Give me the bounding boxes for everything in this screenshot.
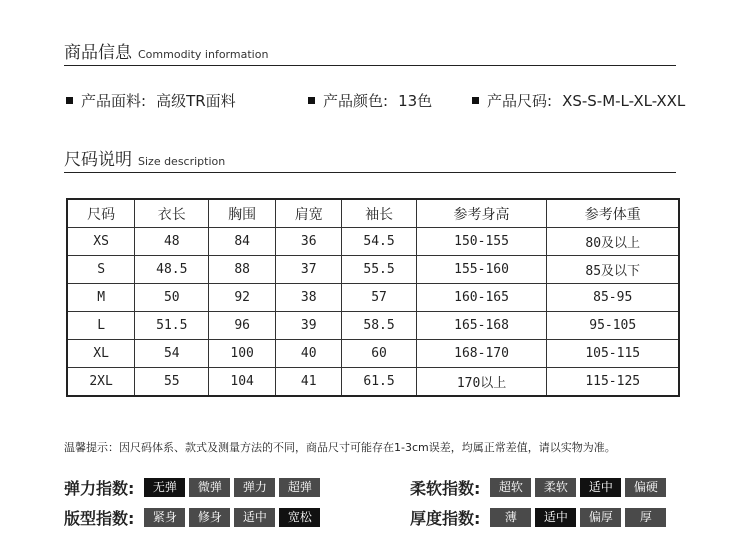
bullet-icon <box>472 97 479 104</box>
spec-label: 产品面料: <box>81 92 147 110</box>
table-cell: 160-165 <box>416 284 547 312</box>
header-weight: 参考体重 <box>547 199 679 228</box>
softness-label: 柔软指数: <box>410 479 481 498</box>
table-row <box>67 228 679 256</box>
header-height: 参考身高 <box>416 199 547 228</box>
size-title-cn: 尺码说明 <box>64 150 132 170</box>
table-cell: 50 <box>135 284 209 312</box>
spec-size <box>472 90 685 111</box>
table-cell: 54.5 <box>342 228 416 256</box>
softness-option: 适中 <box>580 478 621 497</box>
table-row <box>67 284 679 312</box>
fit-option: 修身 <box>189 508 230 527</box>
spec-value: XS-S-M-L-XL-XXL <box>562 91 686 110</box>
table-cell: 40 <box>275 340 342 368</box>
thickness-label: 厚度指数: <box>410 509 481 528</box>
table-cell: 115-125 <box>547 368 679 397</box>
table-cell: 36 <box>275 228 342 256</box>
size-table <box>66 198 680 397</box>
size-description-heading <box>64 145 225 170</box>
table-cell: S <box>67 256 135 284</box>
table-cell: 57 <box>342 284 416 312</box>
table-cell: 55.5 <box>342 256 416 284</box>
table-cell: 37 <box>275 256 342 284</box>
table-cell: 155-160 <box>416 256 547 284</box>
bullet-icon <box>308 97 315 104</box>
header-length: 衣长 <box>135 199 209 228</box>
elasticity-option: 超弹 <box>279 478 320 497</box>
elasticity-option: 无弹 <box>144 478 185 497</box>
table-cell: 58.5 <box>342 312 416 340</box>
table-cell: 100 <box>209 340 276 368</box>
table-cell: 96 <box>209 312 276 340</box>
softness-option: 偏硬 <box>625 478 666 497</box>
table-cell: 51.5 <box>135 312 209 340</box>
table-cell: 165-168 <box>416 312 547 340</box>
table-cell: 2XL <box>67 368 135 397</box>
commodity-info-heading <box>64 38 268 63</box>
table-cell: 39 <box>275 312 342 340</box>
thickness-option: 适中 <box>535 508 576 527</box>
table-cell: 150-155 <box>416 228 547 256</box>
spec-label: 产品尺码: <box>487 92 553 110</box>
table-cell: XL <box>67 340 135 368</box>
table-cell: 55 <box>135 368 209 397</box>
table-cell: 168-170 <box>416 340 547 368</box>
table-cell: 80及以上 <box>547 228 679 256</box>
table-cell: 95-105 <box>547 312 679 340</box>
table-cell: L <box>67 312 135 340</box>
table-cell: 61.5 <box>342 368 416 397</box>
commodity-title-en: Commodity information <box>138 48 269 61</box>
thickness-option: 薄 <box>490 508 531 527</box>
size-tip: 温馨提示：因尺码体系、款式及测量方法的不同，商品尺寸可能存在1-3cm误差，均属正常差值，请以实物为准。 <box>64 441 616 454</box>
table-cell: 85-95 <box>547 284 679 312</box>
softness-option: 超软 <box>490 478 531 497</box>
commodity-divider <box>64 65 676 66</box>
header-size: 尺码 <box>67 199 135 228</box>
elasticity-option: 弹力 <box>234 478 275 497</box>
table-cell: XS <box>67 228 135 256</box>
spec-fabric <box>66 90 236 111</box>
thickness-index <box>410 506 670 529</box>
header-sleeve: 袖长 <box>342 199 416 228</box>
size-title-en: Size description <box>138 155 226 168</box>
bullet-icon <box>66 97 73 104</box>
table-row <box>67 256 679 284</box>
table-cell: 85及以下 <box>547 256 679 284</box>
table-row <box>67 312 679 340</box>
product-specs <box>66 90 706 112</box>
table-cell: 54 <box>135 340 209 368</box>
fit-index <box>64 506 324 529</box>
fit-label: 版型指数: <box>64 509 135 528</box>
table-cell: 170以上 <box>416 368 547 397</box>
size-divider <box>64 172 676 173</box>
elasticity-option: 微弹 <box>189 478 230 497</box>
table-cell: M <box>67 284 135 312</box>
table-cell: 60 <box>342 340 416 368</box>
table-row <box>67 340 679 368</box>
table-cell: 48 <box>135 228 209 256</box>
table-cell: 88 <box>209 256 276 284</box>
thickness-option: 厚 <box>625 508 666 527</box>
header-chest: 胸围 <box>209 199 276 228</box>
spec-label: 产品颜色: <box>323 92 389 110</box>
table-header-row <box>67 199 679 228</box>
thickness-option: 偏厚 <box>580 508 621 527</box>
fit-option: 适中 <box>234 508 275 527</box>
softness-option: 柔软 <box>535 478 576 497</box>
fit-option: 紧身 <box>144 508 185 527</box>
table-cell: 48.5 <box>135 256 209 284</box>
elasticity-label: 弹力指数: <box>64 479 135 498</box>
spec-color <box>308 90 432 111</box>
table-cell: 104 <box>209 368 276 397</box>
table-cell: 84 <box>209 228 276 256</box>
elasticity-index <box>64 476 324 499</box>
softness-index <box>410 476 670 499</box>
spec-value: 高级TR面料 <box>156 92 236 110</box>
table-cell: 38 <box>275 284 342 312</box>
table-cell: 41 <box>275 368 342 397</box>
commodity-title-cn: 商品信息 <box>64 43 132 63</box>
table-cell: 92 <box>209 284 276 312</box>
fit-option: 宽松 <box>279 508 320 527</box>
table-row <box>67 368 679 397</box>
spec-value: 13色 <box>398 92 433 110</box>
header-shoulder: 肩宽 <box>275 199 342 228</box>
table-cell: 105-115 <box>547 340 679 368</box>
